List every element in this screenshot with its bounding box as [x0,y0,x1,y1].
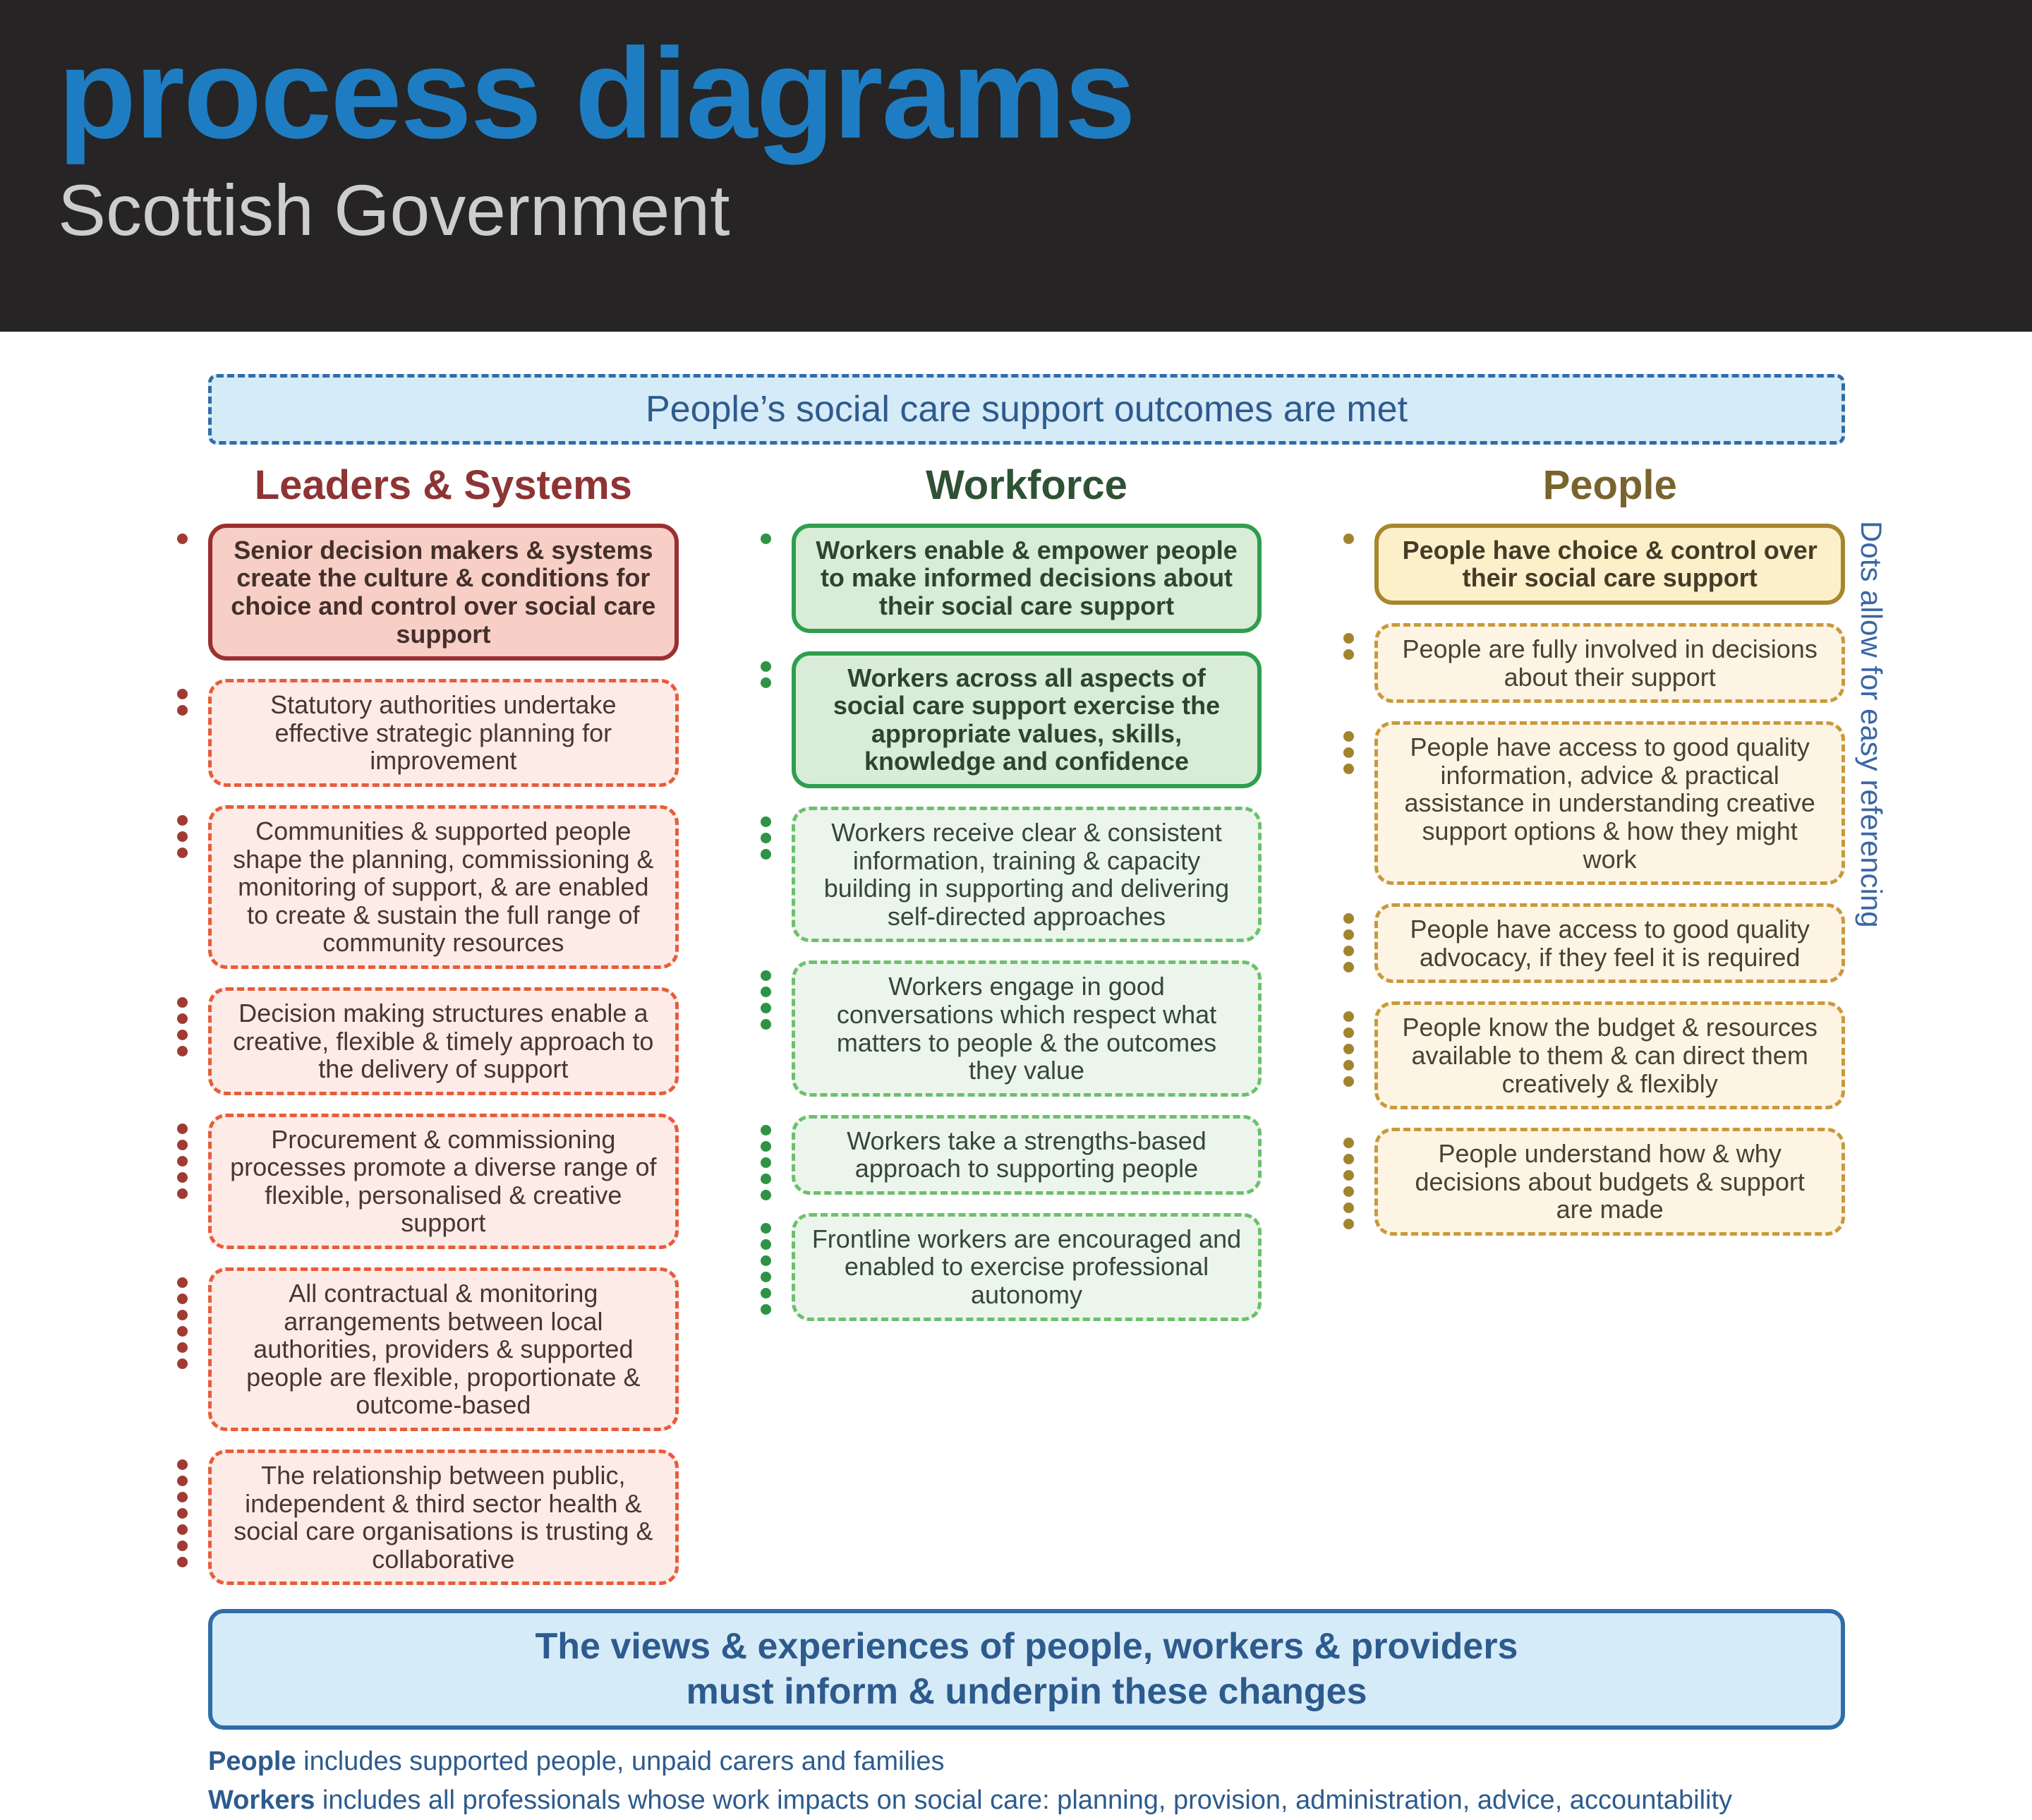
reference-dot [177,831,188,842]
outcome-box-text: Frontline workers are encouraged and enabled to exercise professional autonomy [811,1224,1242,1310]
reference-dot [177,689,188,699]
outcome-box-text: People have access to good quality advocacy, if they feel it is required [1410,915,1810,972]
outcome-box [1374,1001,1845,1109]
outcome-box-row [208,1267,679,1431]
reference-dots [177,534,188,544]
reference-dot [761,849,771,860]
reference-dots [177,1277,188,1369]
reference-dot [177,1172,188,1183]
reference-dot [177,1310,188,1320]
outcome-box-row [792,807,1262,942]
side-note: Dots allow for easy referencing [1855,521,1888,928]
reference-dot [177,1342,188,1353]
reference-dots [1343,1011,1354,1087]
views-banner [208,1609,1845,1730]
reference-dot [177,1123,188,1134]
reference-dot [761,677,771,688]
reference-dot [1343,764,1354,774]
outcome-box [792,1213,1262,1321]
reference-dot [1343,1170,1354,1181]
column-people [1374,463,1845,1585]
reference-dot [761,1239,771,1250]
reference-dots [1343,1138,1354,1229]
reference-dot [177,848,188,858]
reference-dots [177,997,188,1056]
column-boxes [208,524,679,1586]
outcome-box-text: People understand how & why decisions about budgets & support are made [1415,1139,1805,1224]
footnote-term: People [208,1747,296,1777]
outcome-box-text: Decision making structures enable a creative, flexible & timely approach to the delivery of support [233,998,654,1084]
footnote-term: Workers [208,1785,315,1816]
reference-dot [177,1013,188,1024]
outcome-box-text: Workers enable & empower people to make informed decisions about their social care support [816,535,1238,620]
reference-dot [761,534,771,544]
column-title: Workforce [926,462,1127,508]
column-boxes [1374,524,1845,1236]
reference-dot [1343,913,1354,924]
column-title: Leaders & Systems [254,462,632,508]
reference-dot [761,661,771,672]
column-workforce [792,463,1262,1585]
outcome-box-row [792,651,1262,788]
outcome-box-row [208,1450,679,1585]
outcome-banner [208,374,1845,445]
reference-dot [761,1125,771,1135]
outcome-box [792,807,1262,942]
page-title: process diagrams [58,21,1135,165]
reference-dot [177,1358,188,1369]
outcome-box [792,524,1262,633]
reference-dots [177,815,188,858]
reference-dot [1343,1219,1354,1229]
outcome-box [1374,623,1845,703]
outcome-box-text: Workers across all aspects of social care support exercise the appropriate values, skills, knowledge and confidence [833,663,1221,776]
reference-dot [1343,1027,1354,1038]
reference-dot [1343,1060,1354,1071]
reference-dots [761,1223,771,1315]
outcome-box-text: Procurement & commissioning processes promote a diverse range of flexible, personalised & creative support [230,1124,657,1238]
reference-dot [761,1272,771,1282]
reference-dot [177,1492,188,1502]
reference-dots [1343,633,1354,660]
reference-dot [761,1304,771,1315]
outcome-box [792,1115,1262,1195]
columns-grid [208,463,1845,1585]
outcome-box-text: People have access to good quality information, advice & practical assistance in understanding creative support options & how they might work [1404,733,1815,874]
outcome-box-text: Workers engage in good conversations which respect what matters to people & the outcomes they value [836,972,1217,1085]
outcome-box [208,1267,679,1431]
outcome-box-row [1374,721,1845,885]
reference-dot [761,1255,771,1266]
reference-dots [1343,913,1354,972]
outcome-box-text: Workers receive clear & consistent information, training & capacity building in supporting and delivering self-directed approaches [823,817,1230,931]
footnote-line [208,1781,1845,1820]
diagram [0,332,2032,1820]
outcome-box-row [208,805,679,969]
reference-dot [761,1174,771,1184]
reference-dots [1343,731,1354,774]
reference-dot [761,833,771,843]
footnote-text: includes supported people, unpaid carers and families [296,1747,945,1777]
reference-dots [177,689,188,716]
reference-dots [761,661,771,688]
outcome-box-text: Senior decision makers & systems create the culture & conditions for choice and control over social care support [231,535,656,649]
outcome-box-text: People know the budget & resources available to them & can direct them creatively & flexibly [1402,1013,1818,1098]
outcome-box-row [208,1114,679,1249]
reference-dot [177,1326,188,1337]
outcome-box [208,524,679,661]
reference-dots [761,816,771,860]
reference-dot [177,705,188,716]
footnotes [208,1742,1845,1820]
reference-dot [1343,962,1354,972]
reference-dot [177,1188,188,1199]
outcome-box-row [208,524,679,661]
reference-dot [177,1459,188,1470]
reference-dot [761,1003,771,1013]
footnote-line [208,1742,1845,1781]
reference-dot [1343,1154,1354,1164]
outcome-box-row [208,987,679,1095]
outcome-box [208,1450,679,1585]
outcome-box-row [208,679,679,787]
outcome-box [1374,721,1845,885]
reference-dot [761,816,771,827]
reference-dot [177,815,188,826]
reference-dot [1343,946,1354,956]
outcome-box-row [792,960,1262,1096]
outcome-box-text: Communities & supported people shape the planning, commissioning & monitoring of support, & are enabled to create & sustain the full range of community resources [233,816,654,958]
reference-dot [177,1140,188,1150]
reference-dot [177,997,188,1008]
outcome-box [208,987,679,1095]
reference-dot [1343,1011,1354,1022]
reference-dots [177,1123,188,1199]
reference-dot [761,1019,771,1030]
reference-dot [177,1294,188,1304]
masthead [0,0,2032,332]
reference-dot [761,1190,771,1200]
reference-dot [761,1141,771,1152]
outcome-banner-text: People’s social care support outcomes are met [645,389,1408,430]
reference-dots [1343,534,1354,544]
outcome-box-text: People are fully involved in decisions about their support [1402,634,1818,692]
reference-dots [761,1125,771,1200]
outcome-box-text: All contractual & monitoring arrangements between local authorities, providers & supported people are flexible, proportionate & outcome-based [246,1279,641,1420]
reference-dot [177,1046,188,1056]
reference-dot [761,1157,771,1168]
reference-dot [761,1223,771,1234]
reference-dot [761,987,771,997]
column-boxes [792,524,1262,1321]
reference-dot [1343,1203,1354,1213]
reference-dot [177,1557,188,1567]
reference-dot [177,1156,188,1167]
views-banner-line2: must inform & underpin these changes [686,1670,1367,1712]
reference-dots [761,534,771,544]
reference-dot [1343,1186,1354,1197]
outcome-box-text: Workers take a strengths-based approach to supporting people [847,1126,1206,1183]
reference-dot [177,1030,188,1040]
outcome-box-row [1374,524,1845,605]
footnote-text: includes all professionals whose work impacts on social care: planning, provision, administration, advice, accountability [315,1785,1733,1816]
column-title: People [1542,462,1677,508]
outcome-box-text: People have choice & control over their social care support [1402,535,1818,593]
outcome-box [208,679,679,787]
page-subtitle: Scottish Government [58,169,730,251]
reference-dot [177,1476,188,1486]
column-leaders-systems [208,463,679,1585]
outcome-box-row [1374,623,1845,703]
outcome-box-text: Statutory authorities undertake effective strategic planning for improvement [270,690,617,776]
reference-dot [1343,1076,1354,1087]
reference-dot [177,1524,188,1535]
reference-dot [177,1508,188,1519]
outcome-box-row [792,524,1262,633]
reference-dot [1343,929,1354,940]
outcome-box [208,1114,679,1249]
reference-dot [177,1277,188,1288]
views-banner-line1: The views & experiences of people, workers & providers [535,1626,1518,1668]
outcome-box-row [792,1115,1262,1195]
reference-dot [1343,1044,1354,1054]
outcome-box-row [792,1213,1262,1321]
reference-dot [1343,747,1354,758]
outcome-box [792,651,1262,788]
reference-dot [1343,633,1354,644]
reference-dot [1343,1138,1354,1148]
reference-dot [1343,649,1354,660]
outcome-box-text: The relationship between public, independent & third sector health & social care organisations is trusting & collaborative [234,1461,653,1574]
outcome-box [1374,524,1845,605]
outcome-box-row [1374,903,1845,983]
outcome-box-row [1374,1128,1845,1236]
outcome-box [792,960,1262,1096]
reference-dot [761,970,771,981]
reference-dot [1343,534,1354,544]
reference-dot [177,1541,188,1551]
reference-dot [761,1288,771,1298]
reference-dots [177,1459,188,1567]
reference-dots [761,970,771,1030]
outcome-box-row [1374,1001,1845,1109]
outcome-box [1374,903,1845,983]
reference-dot [177,534,188,544]
outcome-box [1374,1128,1845,1236]
reference-dot [1343,731,1354,742]
outcome-box [208,805,679,969]
